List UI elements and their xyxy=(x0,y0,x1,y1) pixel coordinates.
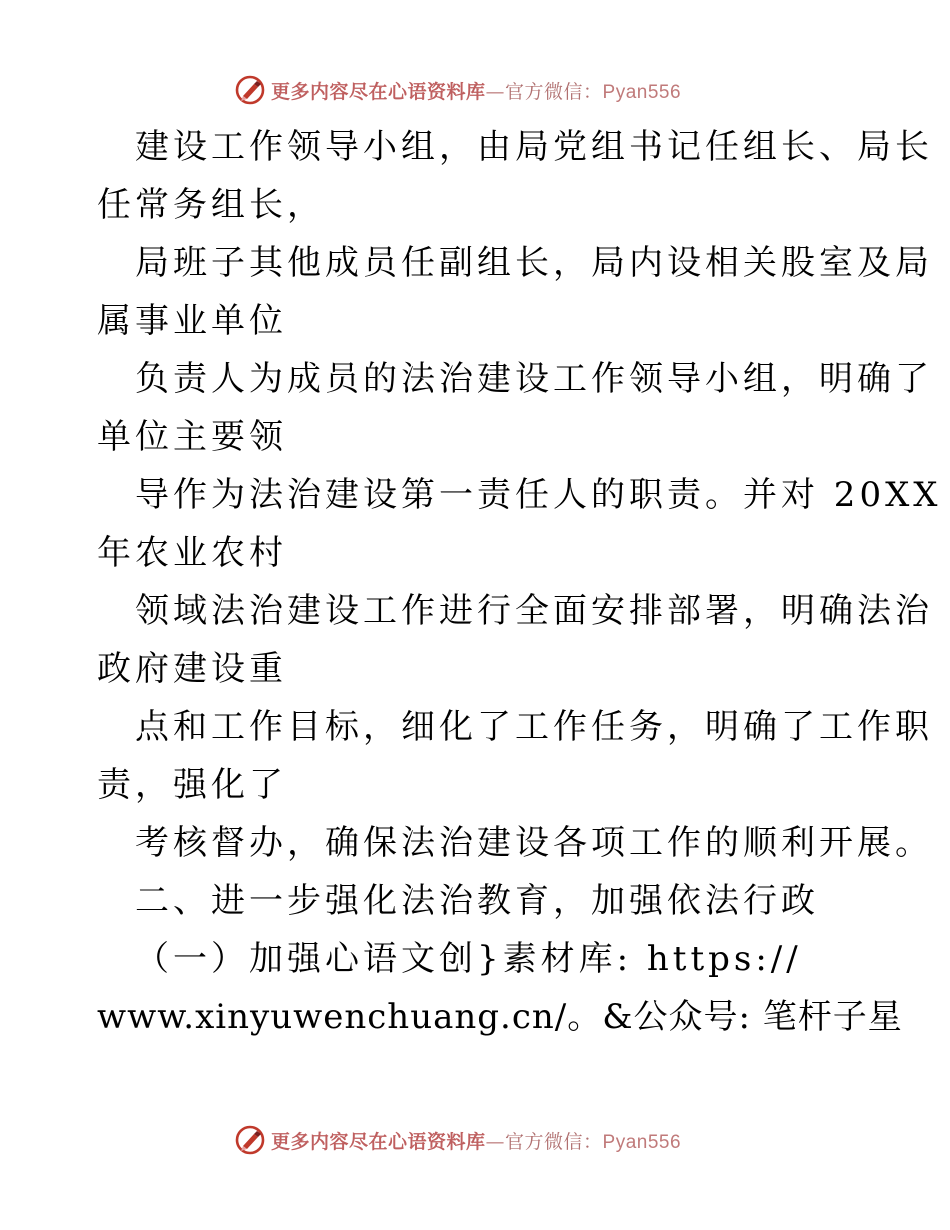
body-line: （一）加强心语文创}素材库: https:// xyxy=(135,939,802,979)
watermark-wechat-label: 官方微信： xyxy=(505,1130,603,1153)
watermark-banner-bottom xyxy=(234,1120,714,1160)
body-line: 属事业单位 xyxy=(97,301,287,341)
watermark-banner-top xyxy=(234,70,714,110)
body-line: www.xinyuwenchuang.cn/。&公众号: 笔杆子星 xyxy=(97,997,903,1037)
watermark-dash: — xyxy=(485,80,506,103)
body-line: 任常务组长， xyxy=(97,185,325,225)
section-heading: 二、进一步强化法治教育，加强依法行政 xyxy=(135,881,819,921)
body-line: 年农业农村 xyxy=(97,533,287,573)
watermark-wechat-label: 官方微信： xyxy=(505,80,603,103)
body-line: 局班子其他成员任副组长，局内设相关股室及局 xyxy=(135,243,933,283)
watermark-text xyxy=(271,77,681,104)
pen-logo-icon xyxy=(234,1124,266,1156)
body-line: 导作为法治建设第一责任人的职责。并对 20XX xyxy=(135,475,942,515)
body-line: 领域法治建设工作进行全面安排部署，明确法治 xyxy=(135,591,933,631)
watermark-text xyxy=(271,1127,681,1154)
body-line: 考核督办，确保法治建设各项工作的顺利开展。 xyxy=(135,823,933,863)
document-body xyxy=(97,118,942,1046)
watermark-wechat-id: Pyan556 xyxy=(602,1131,682,1153)
body-line: 单位主要领 xyxy=(97,417,287,457)
body-line: 点和工作目标，细化了工作任务，明确了工作职 xyxy=(135,707,933,747)
watermark-site-name: 更多内容尽在心语资料库 xyxy=(271,1130,486,1153)
watermark-site-name: 更多内容尽在心语资料库 xyxy=(271,80,486,103)
pen-logo-icon xyxy=(234,74,266,106)
watermark-dash: — xyxy=(485,1130,506,1153)
body-line: 责，强化了 xyxy=(97,765,287,805)
body-line: 负责人为成员的法治建设工作领导小组，明确了 xyxy=(135,359,933,399)
watermark-wechat-id: Pyan556 xyxy=(602,81,682,103)
body-line: 建设工作领导小组，由局党组书记任组长、局长 xyxy=(135,127,933,167)
body-line: 政府建设重 xyxy=(97,649,287,689)
